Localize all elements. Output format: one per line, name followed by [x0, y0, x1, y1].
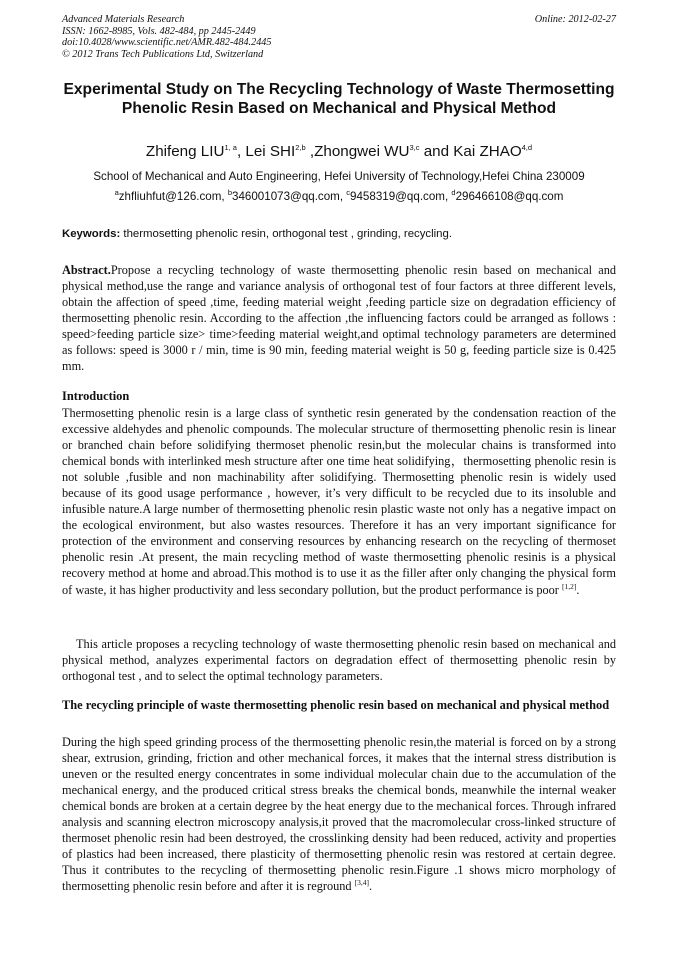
author-name: Kai ZHAO: [453, 143, 522, 160]
email-address: 296466108@qq.com: [455, 190, 564, 203]
paragraph-text: During the high speed grinding process of the thermosetting phenolic resin,the material is forced on by a strong shear, extrusion, grinding, friction and other mechanical forces, it makes that the internal stress distribution is uneven or the resulted energy concentrates in some individual molecular chain due to the accumulation of the mechanical energy, and the produced critical stress breaks the chemical bonds, meanwhile the internal weaker chemical bonds are broken at a certain degree by the heat energy due to the mechanical forces. Through infrared analysis and scanning electron microscopy analysis,it proved that the macromolecular cross-linked structure of thermoset phenolic resin had been destroyed, the crosslinking density had been reduced, activity and properties of plastics had been increased, there plasticity of thermosetting phenolic resin was restored at certain degree. Thus it contributes to the recycling of thermosetting phenolic resin.Figure .1 shows micro morphology of thermosetting phenolic resin before and after it is reground: [62, 735, 616, 894]
email-mark: d: [451, 188, 456, 198]
author-affil-mark: 1, a: [224, 142, 237, 152]
paragraph-text: Thermosetting phenolic resin is a large class of synthetic resin generated by the condensation reaction of the excessive aldehydes and phenolic compounds. The molecular structure of thermosetting phenolic resin is linear or branched chain before solidifying thermoset phenolic resin,but the molecular chains is transformed into chemical bonds with interlinked mesh structure after one time heat solidifying，thermosetting phenolic resin is not soluble ,fusible and non machinability after solidifying. Thermosetting phenolic resin is widely used because of its good usage performance , however, it’s very difficult to be recycled due to its insoluble and infusible nature.A large number of thermosetting phenolic resin plastic waste not only has a negative impact on the ecological environment, but also wastes resources. Therefore it has an very important significance for protection of the environment and conserving resources by enhancing research on the recycling of thermoset phenolic resin .At present, the main recycling method of waste thermosetting phenolic resinis is a physical recovery method at home and abroad.This mothod is to use it as the filler after only changing the physical form of waste, it has higher productivity and less secondary pollution, but the product performance is poor: [62, 406, 616, 597]
abstract: [62, 262, 616, 374]
paper-title: Experimental Study on The Recycling Technology of Waste Thermosetting Phenolic Resin Based on Mechanical and Physical Method: [63, 81, 615, 117]
paragraph-text: This article proposes a recycling technology of waste thermosetting phenolic resin based on mechanical and physical method, analyzes experimental factors on degradation effect of thermosetting phenolic resin by orthogonal test , and to select the optimal technology parameters.: [62, 637, 616, 684]
journal-issn: ISSN: 1662-8985, Vols. 482-484, pp 2445-2449: [62, 25, 256, 37]
journal-doi: doi:10.4028/www.scientific.net/AMR.482-484.2445: [62, 37, 272, 49]
citation-ref: [1,2]: [561, 581, 577, 591]
section-heading-recycling-principle: The recycling principle of waste thermosetting phenolic resin based on mechanical and physical method: [62, 698, 610, 712]
affiliation: School of Mechanical and Auto Engineering, Hefei University of Technology,Hefei China 230009: [93, 170, 585, 183]
author-separator: ,: [305, 143, 315, 160]
author-name: Lei SHI: [245, 143, 296, 160]
email-mark: b: [227, 188, 233, 198]
author-name: Zhifeng LIU: [145, 143, 225, 160]
author-separator: and: [419, 143, 454, 160]
author-affil-mark: 4,d: [521, 142, 533, 152]
paragraph-end: .: [369, 879, 373, 894]
email-address: zhfliuhfut@126.com,: [118, 190, 228, 203]
journal-header: [62, 14, 616, 60]
email-list: [62, 189, 616, 204]
author-separator: ,: [236, 143, 246, 160]
keywords: [62, 227, 616, 241]
abstract-label: Abstract.: [62, 263, 111, 277]
author-list: [62, 142, 616, 162]
email-address: 346001073@qq.com,: [232, 190, 347, 203]
author-name: Zhongwei WU: [314, 143, 410, 160]
recycling-paragraph: [62, 734, 616, 894]
section-heading-introduction: Introduction: [62, 389, 130, 403]
journal-name: Advanced Materials Research: [62, 14, 185, 25]
email-mark: c: [346, 188, 351, 198]
introduction-paragraph-2: [62, 636, 616, 684]
keywords-text: thermosetting phenolic resin, orthogonal test , grinding, recycling.: [120, 228, 453, 240]
introduction-paragraph-1: [62, 405, 616, 598]
keywords-label: Keywords:: [62, 228, 121, 240]
journal-copyright: © 2012 Trans Tech Publications Ltd, Switzerland: [62, 48, 264, 60]
author-affil-mark: 3,c: [409, 142, 420, 152]
abstract-text: Propose a recycling technology of waste thermosetting phenolic resin based on mechanical and physical method,use the range and variance analysis of orthogonal test of four factors at three different levels, obtain the affection of speed ,time, feeding material weight ,feeding particle size on degradation efficiency of thermosetting phenolic resin. According to the affection ,the influencing factors could be arranged as follows : speed>feeding particle size> time>feeding material weight,and optimal technology parameters are determined as follows: speed is 3000 r / min, time is 90 min, feeding material weight is 50 g, feeding particle size is 0.425 mm.: [62, 263, 616, 374]
author-affil-mark: 2,b: [295, 142, 306, 152]
paragraph-end: .: [576, 582, 580, 597]
email-address: 9458319@qq.com,: [350, 190, 452, 203]
citation-ref: [3,4]: [354, 878, 370, 888]
online-date: Online: 2012-02-27: [534, 14, 616, 25]
email-mark: a: [114, 188, 119, 198]
